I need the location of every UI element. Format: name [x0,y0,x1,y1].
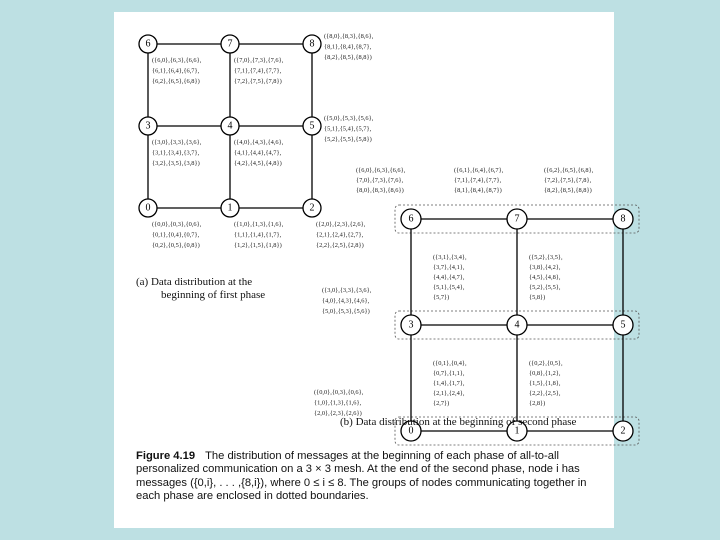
low-label-2: ({0,2},{0,5}, {0,8},{1,2}, {1,5},{1,8}, {2,2},{2,5}, {2,8}) [529,360,563,407]
top-group-label: ({6,1},{6,4},{6,7}, {7,1},{7,4},{7,7}, {8,1},{8,4},{8,7}) [454,167,504,194]
node-label: 4 [227,120,233,132]
messages-node-5: ({5,0},{5,3},{5,6}, {5,1},{5,4},{5,7}, {5,2},{5,5},{5,8}) [324,115,374,143]
messages-node-4: ({4,0},{4,3},{4,6}, {4,1},{4,4},{4,7}, {4,2},{4,5},{4,8}) [234,139,284,167]
caption-b-line: (b) Data distribution at the beginning of second phase [340,416,577,428]
node-4 [507,315,527,335]
node-5 [613,315,633,335]
mid-label-5: ({5,2},{3,5}, {3,8},{4,2}, {4,5},{4,8}, {5,2},{5,5}, {5,8}) [529,254,563,301]
messages-node-8: ({8,0},{8,3},{8,6}, {8,1},{8,4},{8,7}, {8,2},{8,5},{8,8}) [324,33,374,61]
node-1 [221,199,239,217]
figure-number: Figure 4.19 [136,450,196,462]
mesh-diagram [114,12,626,442]
node-3 [401,315,421,335]
node-label: 3 [408,319,414,331]
node-label: 1 [227,202,233,214]
node-label: 7 [227,38,233,50]
node-6 [139,35,157,53]
messages-node-3: ({3,0},{3,3},{3,6}, {3,1},{3,4},{3,7}, {3,2},{3,5},{3,8}) [152,139,202,167]
messages-node-0: ({0,0},{0,3},{0,6}, {0,1},{0,4},{0,7}, {0,2},{0,5},{0,8}) [152,221,202,249]
slide [114,12,626,528]
left-mid-label: ({3,0},{3,3},{3,6}, {4,0},{4,3},{4,6}, {5,0},{5,3},{5,6}) [322,287,372,315]
node-label: 7 [514,213,520,225]
node-label: 4 [514,319,520,331]
messages-node-1: ({1,0},{1,3},{1,6}, {1,1},{1,4},{1,7}, {1,2},{1,5},{1,8}) [234,221,284,249]
figure-caption [136,450,602,504]
top-group-label: ({6,0},{6,3},{6,6}, {7,0},{7,3},{7,6}, {8,0},{8,3},{8,6}) [356,167,406,194]
node-label: 3 [145,120,151,132]
node-2 [613,421,633,441]
node-8 [303,35,321,53]
node-2 [303,199,321,217]
node-label: 0 [145,202,151,214]
caption-b [340,416,577,428]
node-label: 2 [620,425,626,437]
node-label: 2 [309,202,315,214]
node-7 [221,35,239,53]
top-group-label: ({6,2},{6,5},{6,8}, {7,2},{7,5},{7,8}, {8,2},{8,5},{8,8}) [544,167,594,194]
caption-a [136,276,265,301]
node-3 [139,117,157,135]
node-label: 5 [309,120,315,132]
messages-node-2: ({2,0},{2,3},{2,6}, {2,1},{2,4},{2,7}, {2,2},{2,5},{2,8}) [316,221,366,249]
low-label-1: ({0,1},{0,4}, {0,7},{1,1}, {1,4},{1,7}, {2,1},{2,4}, {2,7}) [433,360,467,407]
node-label: 0 [408,425,414,437]
node-label: 8 [309,38,315,50]
node-5 [303,117,321,135]
left-low-label: ({0,0},{0,3},{0,6}, {1,0},{1,3},{1,6}, {2,0},{2,3},{2,6}) [314,389,364,417]
node-7 [507,209,527,229]
node-label: 6 [145,38,151,50]
node-8 [613,209,633,229]
node-0 [139,199,157,217]
node-label: 6 [408,213,414,225]
node-4 [221,117,239,135]
mesh-a [139,33,374,249]
messages-node-7: ({7,0},{7,3},{7,6}, {7,1},{7,4},{7,7}, {7,2},{7,5},{7,8}) [234,57,284,85]
mesh-b [314,167,639,445]
node-6 [401,209,421,229]
node-label: 5 [620,319,626,331]
caption-a-line: (a) Data distribution at the [136,276,253,288]
messages-node-6: ({6,0},{6,3},{6,6}, {6,1},{6,4},{6,7}, {6,2},{6,5},{6,8}) [152,57,202,85]
node-label: 8 [620,213,626,225]
caption-a-line: beginning of first phase [161,289,266,301]
mid-label-4: ({3,1},{3,4}, {3,7},{4,1}, {4,4},{4,7}, {5,1},{5,4}, {5,7}) [433,254,467,301]
node-label: 1 [514,425,520,437]
figure-caption-text: The distribution of messages at the beginning of each phase of all-to-all personalized communication on a 3 × 3 mesh. At the end of the second phase, node i has messages ({0,i}, . . . ,{8,i}), where 0 ≤ i ≤ 8. The groups of nodes communicating together in each phase are enclosed in dotted boundaries. [136,450,587,503]
